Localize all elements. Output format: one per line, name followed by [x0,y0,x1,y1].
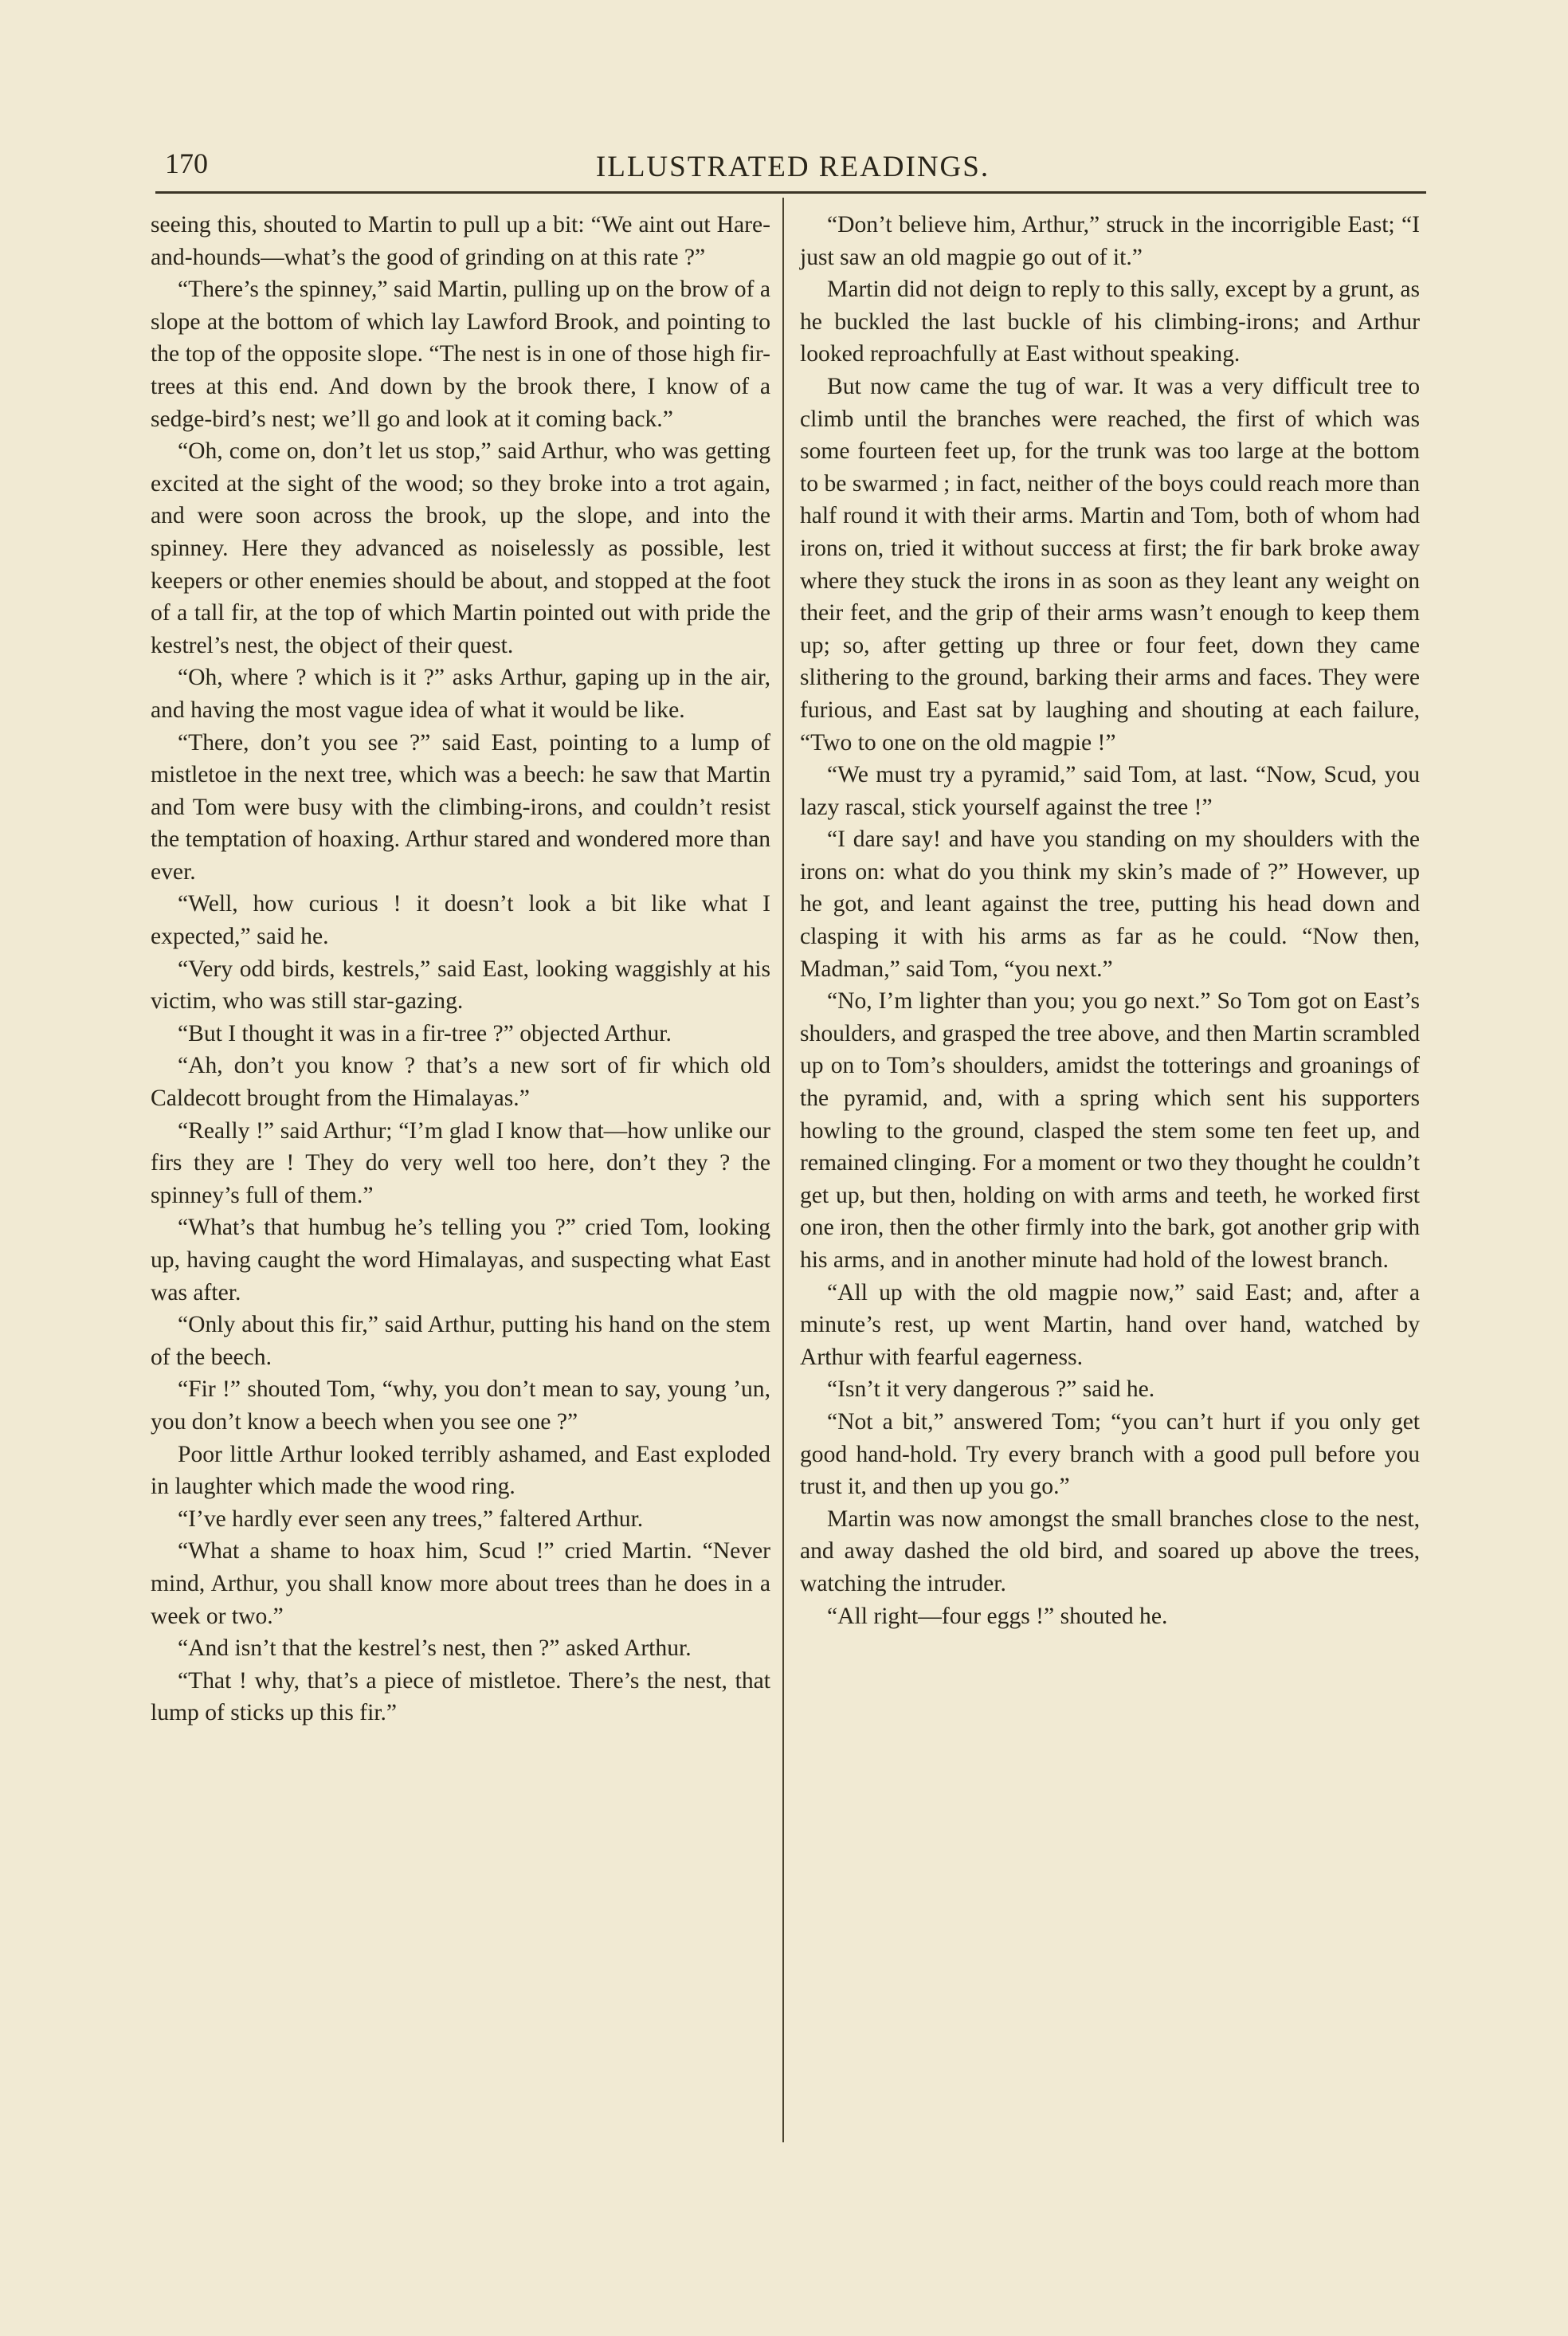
page-number: 170 [165,147,208,179]
running-title: ILLUSTRATED READINGS. [595,151,990,183]
page-header [155,142,1430,190]
paragraph: “I’ve hardly ever seen any trees,” faltered Arthur. [178,1506,644,1532]
paragraph: Poor little Arthur looked terribly ashamed, and East exploded in laughter which made the wood ring. [151,1441,770,1500]
paragraph: “Only about this fir,” said Arthur, putting his hand on the stem of the beech. [151,1312,770,1370]
paragraph: “Very odd birds, kestrels,” said East, looking waggishly at his victim, who was still star-gazing. [151,956,770,1015]
paragraph: “Oh, where ? which is it ?” asks Arthur, gaping up in the air, and having the most vague idea of what it would be like. [151,665,770,723]
column-divider [782,198,784,2142]
paragraph: “But I thought it was in a fir-tree ?” objected Arthur. [178,1020,672,1046]
paragraph: “What’s that humbug he’s telling you ?” cried Tom, looking up, having caught the word Himalayas, and suspecting what East was after. [151,1215,770,1305]
paragraph: Martin was now amongst the small branches close to the nest, and away dashed the old bird, and soared up above the trees, watching the intruder. [800,1506,1420,1596]
paragraph: “Isn’t it very dangerous ?” said he. [827,1376,1155,1403]
paragraph: “Really !” said Arthur; “I’m glad I know that—how unlike our firs they are ! They do very well too here, don’t they ? the spinney’s full of them.” [151,1117,770,1208]
paragraph: “Oh, come on, don’t let us stop,” said Arthur, who was getting excited at the sight of the wood; so they broke into a trot again, and were soon across the brook, up the slope, and into the spinney. Here they advanced as noiselessly as possible, lest keepers or other enemies should be about, and stopped at the foot of a tall fir, at the top of which Martin pointed out with pride the kestrel’s nest, the object of their quest. [151,438,770,658]
paragraph: Martin did not deign to reply to this sally, except by a grunt, as he buckled the last buckle of his climbing-irons; and Arthur looked reproachfully at East without speaking. [800,277,1420,367]
paragraph: “No, I’m lighter than you; you go next.” So Tom got on East’s shoulders, and grasped the tree above, and then Martin scrambled up on to Tom’s shoulders, amidst the totterings and groanings of the pyramid, and, with a spring which sent his supporters howling to the ground, clasped the stem some ten feet up, and remained clinging. For a moment or two they thought he couldn’t get up, but then, holding on with arms and teeth, he worked first one iron, then the other firmly into the bark, got another grip with his arms, and in another minute had hold of the lowest branch. [800,988,1420,1273]
left-column [151,209,770,1729]
paragraph: “And isn’t that the kestrel’s nest, then ?” asked Arthur. [178,1635,692,1662]
paragraph: “Fir !” shouted Tom, “why, you don’t mean to say, young ’un, you don’t know a beech when you see one ?” [151,1376,770,1435]
paragraph: “There, don’t you see ?” said East, pointing to a lump of mistletoe in the next tree, which was a beech: he saw that Martin and Tom were busy with the climbing-irons, and couldn’t resist the temptation of hoaxing. Arthur stared and wondered more than ever. [151,729,770,885]
paragraph: “What a shame to hoax him, Scud !” cried Martin. “Never mind, Arthur, you shall know more about trees than he does in a week or two.” [151,1538,770,1629]
right-column [800,209,1420,1632]
paragraph: “Well, how curious ! it doesn’t look a bit like what I expected,” said he. [151,891,770,950]
paragraph: seeing this, shouted to Martin to pull up a bit: “We aint out Hare-and-hounds—what’s the good of grinding on at this rate ?” [151,212,770,270]
paragraph: “That ! why, that’s a piece of mistletoe. There’s the nest, that lump of sticks up this fir.” [151,1667,770,1726]
paragraph: “All right—four eggs !” shouted he. [827,1603,1168,1629]
paragraph: “Not a bit,” answered Tom; “you can’t hurt if you only get good hand-hold. Try every branch with a good pull before you trust it, and then up you go.” [800,1408,1420,1500]
paragraph: “There’s the spinney,” said Martin, pulling up on the brow of a slope at the bottom of which lay Lawford Brook, and pointing to the top of the opposite slope. “The nest is in one of those high fir-trees at this end. And down by the brook there, I know of a sedge-bird’s nest; we’ll go and look at it coming back.” [151,277,770,432]
paragraph: “Don’t believe him, Arthur,” struck in the incorrigible East; “I just saw an old magpie go out of it.” [800,212,1420,270]
paragraph: But now came the tug of war. It was a very difficult tree to climb until the branches were reached, the first of which was some fourteen feet up, for the trunk was too large at the bottom to be swarmed ; in fact, neither of the boys could reach more than half round it with their arms. Martin and Tom, both of whom had irons on, tried it without success at first; the fir bark broke away where they stuck the irons in as soon as they leant any weight on their feet, and the grip of their arms wasn’t enough to keep them up; so, after getting up three or four feet, down they came slithering to the ground, barking their arms and faces. They were furious, and East sat by laughing and shouting at each failure, “Two to one on the old magpie !” [800,373,1420,756]
paragraph: “We must try a pyramid,” said Tom, at last. “Now, Scud, you lazy rascal, stick yourself against the tree !” [800,762,1420,820]
paragraph: “Ah, don’t you know ? that’s a new sort of fir which old Caldecott brought from the Himalayas.” [151,1053,770,1112]
header-rule [155,191,1426,194]
paragraph: “All up with the old magpie now,” said East; and, after a minute’s rest, up went Martin, hand over hand, watched by Arthur with fearful eagerness. [800,1279,1420,1370]
paragraph: “I dare say! and have you standing on my shoulders with the irons on: what do you think my skin’s made of ?” However, up he got, and leant against the tree, putting his head down and clasping it with his arms as far as he could. “Now then, Madman,” said Tom, “you next.” [800,826,1420,982]
